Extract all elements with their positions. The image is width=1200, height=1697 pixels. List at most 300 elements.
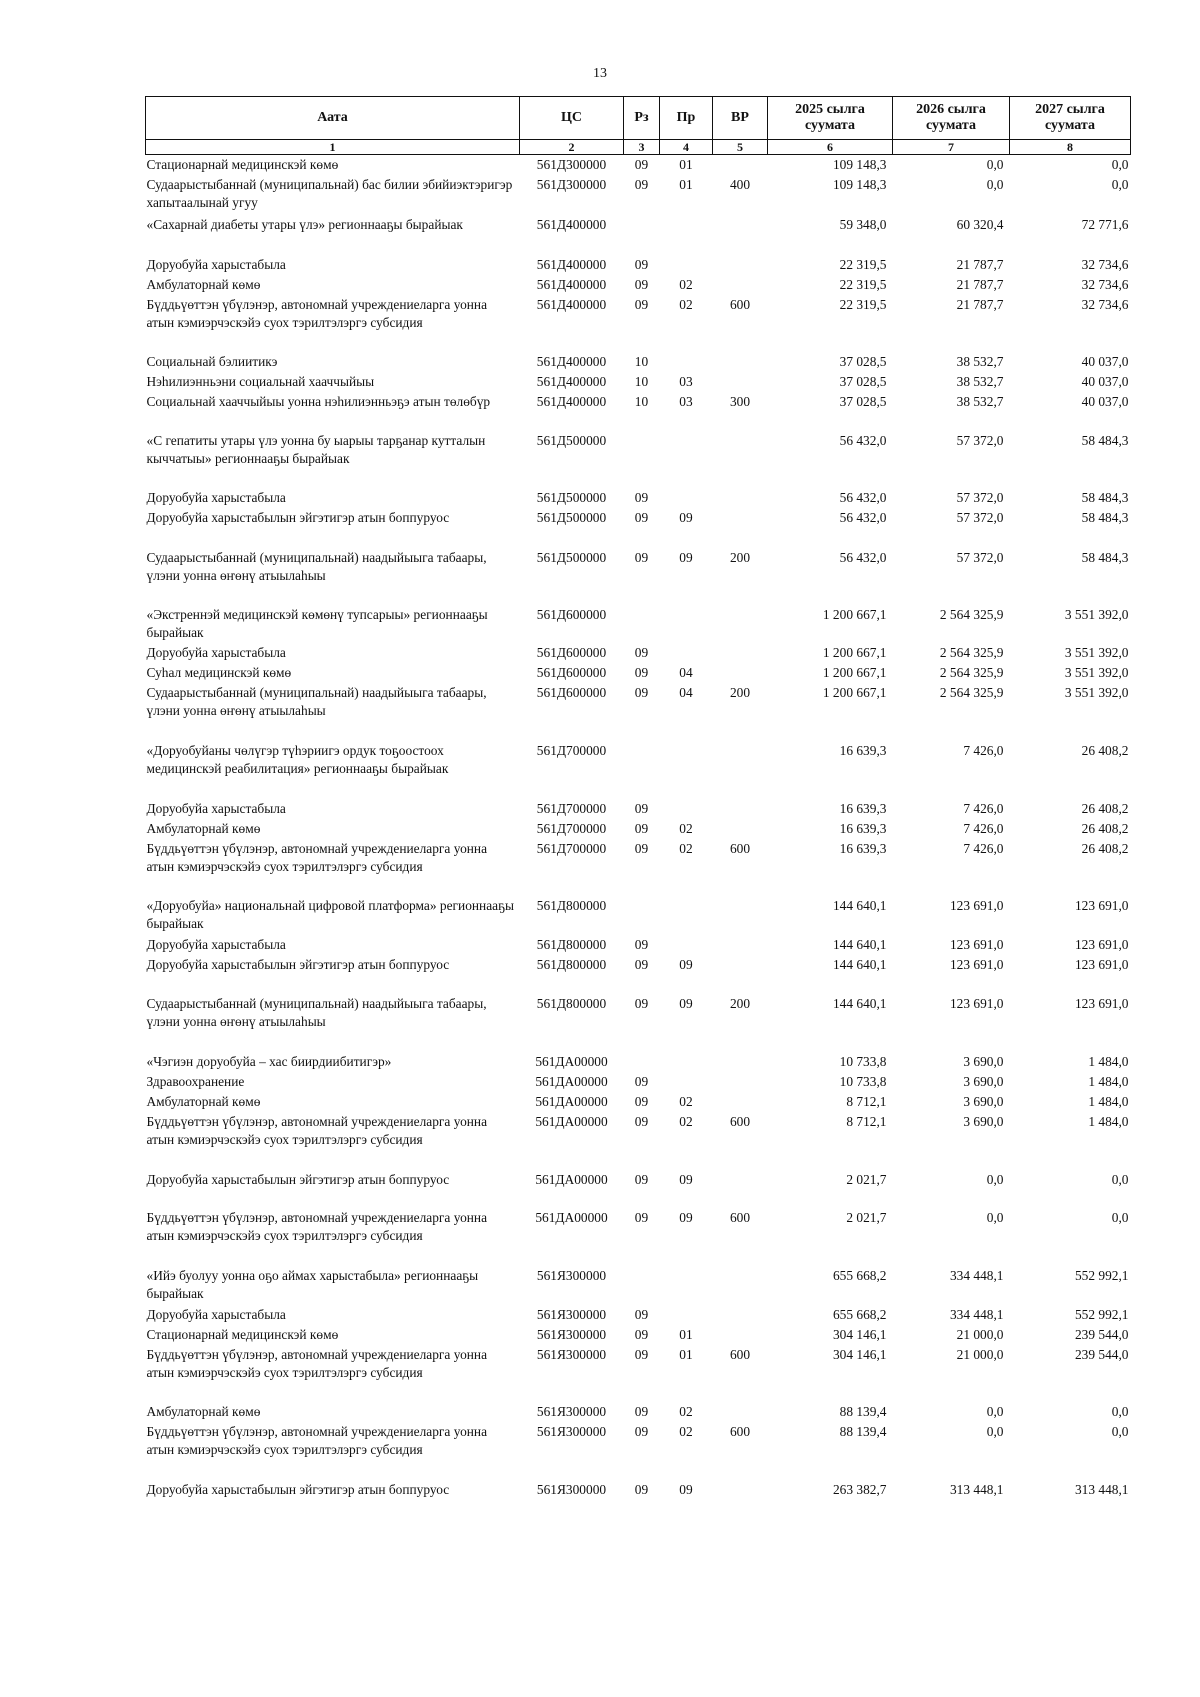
- row-cs-code: 561Д600000: [536, 606, 607, 622]
- row-name: Доруобуйа харыстабылын эйгэтигэр атын боппуруос: [146, 509, 450, 525]
- row-rz: [624, 215, 660, 255]
- row-pr: 09: [679, 509, 693, 525]
- row-amount-2027: 0,0: [1111, 1171, 1129, 1187]
- row-pr: [660, 215, 713, 255]
- row-pr: 09: [679, 1209, 693, 1225]
- row-amount-2026: 57 372,0: [956, 509, 1004, 525]
- row-name: «Сахарнай диабеты утары үлэ» регионнааҕы бырайыак: [146, 216, 463, 232]
- row-rz: 09: [634, 1093, 649, 1109]
- row-vr: [713, 663, 768, 683]
- row-cs-code: 561Д500000: [536, 432, 607, 448]
- row-cs-code: 561Д400000: [536, 256, 607, 272]
- row-rz: 09: [634, 684, 649, 700]
- row-name: «Доруобуйаны чөлүгэр түһэриигэ ордук тоҕоостоох медицинскэй реабилитация» регионнааҕы бырайыак: [146, 742, 449, 776]
- row-amount-2026: 334 448,1: [949, 1267, 1004, 1283]
- row-vr: [713, 896, 768, 935]
- row-pr: [660, 935, 713, 955]
- row-amount-2026: 123 691,0: [949, 956, 1004, 972]
- table-row: [146, 799, 1131, 819]
- row-cs-code: 561Д800000: [536, 995, 607, 1011]
- row-amount-2026: 3 690,0: [963, 1113, 1004, 1129]
- row-amount-2027: 0,0: [1111, 176, 1129, 192]
- row-amount-2026: 7 426,0: [963, 820, 1004, 836]
- row-rz: [624, 605, 660, 643]
- row-name: Доруобуйа харыстабыла: [146, 800, 286, 816]
- row-pr: 02: [679, 1403, 693, 1419]
- row-pr: [660, 799, 713, 819]
- row-amount-2027: 26 408,2: [1081, 742, 1129, 758]
- row-rz: 09: [634, 296, 649, 312]
- row-amount-2025: 10 733,8: [839, 1053, 887, 1069]
- row-pr: [660, 1052, 713, 1072]
- row-vr: 200: [729, 684, 751, 700]
- row-rz: 09: [634, 1209, 649, 1225]
- row-rz: 10: [634, 353, 649, 369]
- table-row: [146, 1402, 1131, 1422]
- row-vr: 200: [729, 995, 751, 1011]
- row-amount-2027: 0,0: [1111, 1403, 1129, 1419]
- row-amount-2027: 0,0: [1111, 1209, 1129, 1225]
- row-amount-2026: 57 372,0: [956, 549, 1004, 565]
- table-row: [146, 488, 1131, 508]
- row-name: «С гепатиты утары үлэ уонна бу ыарыы тарҕанар кутталын кыччатыы» регионнааҕы бырайыак: [146, 432, 486, 466]
- row-amount-2027: 239 544,0: [1074, 1346, 1129, 1362]
- row-name: Социальнай хааччыйыы уонна нэһилиэнньэҕэ атын төлөбүр: [146, 393, 491, 409]
- row-cs-code: 561Д700000: [536, 840, 607, 856]
- row-cs-code: 561Д400000: [536, 296, 607, 312]
- row-rz: 09: [634, 1113, 649, 1129]
- row-amount-2026: 60 320,4: [956, 216, 1004, 232]
- table-row: [146, 1052, 1131, 1072]
- row-amount-2025: 2 021,7: [846, 1209, 887, 1225]
- row-name: Стационарнай медицинскэй көмө: [146, 157, 339, 172]
- row-amount-2026: 57 372,0: [956, 489, 1004, 505]
- table-row: [146, 643, 1131, 663]
- row-cs-code: 561Д300000: [536, 176, 607, 192]
- row-amount-2025: 8 712,1: [846, 1093, 887, 1109]
- row-rz: 09: [634, 1423, 649, 1439]
- row-cs-code: 561ДА00000: [535, 1073, 608, 1089]
- row-amount-2026: 21 000,0: [956, 1326, 1004, 1342]
- table-row: [146, 683, 1131, 741]
- row-cs-code: 561Д500000: [536, 549, 607, 565]
- row-rz: 09: [634, 1171, 649, 1187]
- row-rz: 09: [634, 1403, 649, 1419]
- row-name: «Экстреннэй медицинскэй көмөнү тупсарыы» регионнааҕы бырайыак: [146, 606, 488, 640]
- row-amount-2025: 8 712,1: [846, 1113, 887, 1129]
- table-row: [146, 605, 1131, 643]
- row-amount-2026: 3 690,0: [963, 1053, 1004, 1069]
- row-pr: 09: [679, 956, 693, 972]
- row-amount-2025: 16 639,3: [839, 800, 887, 816]
- row-cs-code: 561Д400000: [536, 393, 607, 409]
- row-rz: 09: [634, 1326, 649, 1342]
- row-amount-2026: 123 691,0: [949, 897, 1004, 913]
- row-name: Амбулаторнай көмө: [146, 276, 261, 292]
- row-amount-2027: 32 734,6: [1081, 256, 1129, 272]
- row-amount-2025: 10 733,8: [839, 1073, 887, 1089]
- row-pr: [660, 1072, 713, 1092]
- row-vr: 600: [729, 840, 751, 856]
- row-pr: [660, 605, 713, 643]
- row-vr: [713, 155, 768, 175]
- row-vr: 200: [729, 549, 751, 565]
- row-name: Судаарыстыбаннай (муниципальнай) наадыйыыга табаары, үлэни уонна өҥөнү атыылаһыы: [146, 549, 487, 583]
- row-vr: [713, 275, 768, 295]
- row-amount-2027: 1 484,0: [1088, 1113, 1129, 1129]
- column-number: 4: [660, 140, 713, 155]
- row-vr: [713, 1052, 768, 1072]
- row-amount-2026: 7 426,0: [963, 840, 1004, 856]
- row-amount-2027: 313 448,1: [1074, 1481, 1129, 1497]
- column-number: 2: [520, 140, 624, 155]
- row-name: Бүддьүөттэн үбүлэнэр, автономнай учреждениеларга уонна атын кэмиэрчэскэйэ суох тэрилтэлэргэ субсидия: [146, 296, 488, 330]
- table-row: [146, 1266, 1131, 1305]
- row-amount-2027: 26 408,2: [1081, 800, 1129, 816]
- row-amount-2025: 37 028,5: [839, 373, 887, 389]
- row-cs-code: 561Д800000: [536, 936, 607, 952]
- row-amount-2027: 40 037,0: [1081, 373, 1129, 389]
- row-amount-2025: 59 348,0: [839, 216, 887, 232]
- table-row: [146, 155, 1131, 175]
- row-pr: 02: [679, 820, 693, 836]
- row-vr: [713, 1092, 768, 1112]
- row-name: Доруобуйа харыстабыла: [146, 936, 286, 952]
- row-amount-2027: 123 691,0: [1074, 956, 1129, 972]
- row-amount-2027: 0,0: [1111, 157, 1129, 172]
- row-name: Доруобуйа харыстабыла: [146, 489, 286, 505]
- row-rz: 09: [634, 276, 649, 292]
- row-amount-2026: 0,0: [986, 1423, 1004, 1439]
- row-vr: [713, 372, 768, 392]
- row-vr: [713, 431, 768, 488]
- row-amount-2026: 0,0: [986, 1209, 1004, 1225]
- row-cs-code: 561Д800000: [536, 897, 607, 913]
- row-name: «Ийэ буолуу уонна оҕо аймах харыстабыла» регионнааҕы бырайыак: [146, 1267, 479, 1301]
- row-cs-code: 561Д600000: [536, 644, 607, 660]
- row-rz: 09: [634, 1346, 649, 1362]
- row-pr: 04: [679, 684, 693, 700]
- row-name: Стационарнай медицинскэй көмө: [146, 1326, 339, 1342]
- row-amount-2026: 0,0: [986, 1403, 1004, 1419]
- row-cs-code: 561ДА00000: [535, 1093, 608, 1109]
- row-amount-2026: 313 448,1: [949, 1481, 1004, 1497]
- row-rz: 09: [634, 509, 649, 525]
- row-name: Бүддьүөттэн үбүлэнэр, автономнай учреждениеларга уонна атын кэмиэрчэскэйэ суох тэрилтэлэргэ субсидия: [146, 1113, 488, 1147]
- row-amount-2027: 26 408,2: [1081, 840, 1129, 856]
- row-amount-2026: 3 690,0: [963, 1093, 1004, 1109]
- row-amount-2027: 58 484,3: [1081, 549, 1129, 565]
- row-rz: 09: [634, 256, 649, 272]
- row-cs-code: 561Д800000: [536, 956, 607, 972]
- table-row: [146, 663, 1131, 683]
- row-amount-2027: 40 037,0: [1081, 393, 1129, 409]
- row-pr: 02: [679, 1113, 693, 1129]
- row-vr: [713, 1266, 768, 1305]
- row-amount-2027: 3 551 392,0: [1064, 664, 1129, 680]
- row-rz: 09: [634, 157, 649, 172]
- row-amount-2026: 334 448,1: [949, 1306, 1004, 1322]
- table-row: [146, 1112, 1131, 1170]
- row-vr: [713, 605, 768, 643]
- row-rz: 09: [634, 549, 649, 565]
- row-amount-2027: 3 551 392,0: [1064, 684, 1129, 700]
- row-rz: 10: [634, 393, 649, 409]
- column-number: 3: [624, 140, 660, 155]
- row-name: Доруобуйа харыстабыла: [146, 1306, 286, 1322]
- row-name: Нэһилиэнньэни социальнай хааччыйыы: [146, 373, 375, 389]
- row-cs-code: 561Д400000: [536, 276, 607, 292]
- row-pr: 09: [679, 549, 693, 565]
- row-amount-2027: 58 484,3: [1081, 432, 1129, 448]
- row-amount-2026: 2 564 325,9: [939, 606, 1004, 622]
- row-vr: 600: [729, 1209, 751, 1225]
- row-cs-code: 561ДА00000: [535, 1171, 608, 1187]
- row-pr: [660, 1266, 713, 1305]
- table-row: [146, 1208, 1131, 1266]
- table-row: [146, 275, 1131, 295]
- row-amount-2026: 38 532,7: [956, 373, 1004, 389]
- row-amount-2027: 58 484,3: [1081, 509, 1129, 525]
- row-pr: 01: [679, 1326, 693, 1342]
- row-pr: 09: [679, 1481, 693, 1497]
- row-pr: 02: [679, 840, 693, 856]
- row-amount-2026: 123 691,0: [949, 936, 1004, 952]
- row-amount-2026: 3 690,0: [963, 1073, 1004, 1089]
- table-row: [146, 548, 1131, 605]
- row-rz: 09: [634, 176, 649, 192]
- table-row: [146, 955, 1131, 994]
- row-rz: 10: [634, 373, 649, 389]
- row-vr: [713, 488, 768, 508]
- row-pr: [660, 643, 713, 663]
- row-amount-2027: 1 484,0: [1088, 1073, 1129, 1089]
- table-row: [146, 372, 1131, 392]
- row-name: Судаарыстыбаннай (муниципальнай) бас билии эбийиэктэригэр хапытаалынай угуу: [146, 176, 513, 210]
- row-amount-2026: 7 426,0: [963, 742, 1004, 758]
- row-cs-code: 561ДА00000: [535, 1053, 608, 1069]
- row-name: Судаарыстыбаннай (муниципальнай) наадыйыыга табаары, үлэни уонна өҥөнү атыылаһыы: [146, 995, 487, 1029]
- row-amount-2026: 21 787,7: [956, 256, 1004, 272]
- row-cs-code: 561Д300000: [536, 157, 607, 172]
- row-rz: 09: [634, 1481, 649, 1497]
- row-amount-2026: 0,0: [986, 157, 1004, 172]
- row-amount-2025: 22 319,5: [839, 276, 887, 292]
- row-amount-2025: 109 148,3: [832, 176, 887, 192]
- table-row: [146, 255, 1131, 275]
- row-vr: 600: [729, 296, 751, 312]
- row-pr: 04: [679, 664, 693, 680]
- row-amount-2025: 16 639,3: [839, 742, 887, 758]
- table-row: [146, 215, 1131, 255]
- row-rz: [624, 1052, 660, 1072]
- row-vr: 600: [729, 1346, 751, 1362]
- row-vr: [713, 1170, 768, 1208]
- row-amount-2027: 3 551 392,0: [1064, 644, 1129, 660]
- table-row: [146, 819, 1131, 839]
- row-pr: 02: [679, 296, 693, 312]
- row-amount-2026: 21 000,0: [956, 1346, 1004, 1362]
- row-name: Доруобуйа харыстабыла: [146, 256, 286, 272]
- header-2027: 2027 сылга суумата: [1010, 97, 1131, 140]
- row-rz: 09: [634, 1073, 649, 1089]
- row-amount-2027: 552 992,1: [1074, 1267, 1129, 1283]
- row-name: Доруобуйа харыстабылын эйгэтигэр атын боппуруос: [146, 956, 450, 972]
- table-body: [146, 155, 1131, 1500]
- row-amount-2027: 72 771,6: [1081, 216, 1129, 232]
- header-2026: 2026 сылга суумата: [893, 97, 1010, 140]
- row-amount-2025: 144 640,1: [832, 956, 887, 972]
- row-cs-code: 561Д600000: [536, 664, 607, 680]
- row-amount-2026: 7 426,0: [963, 800, 1004, 816]
- table-row: [146, 1072, 1131, 1092]
- table-row: [146, 431, 1131, 488]
- table-row: [146, 1325, 1131, 1345]
- row-amount-2027: 239 544,0: [1074, 1326, 1129, 1342]
- row-pr: 09: [679, 1171, 693, 1187]
- row-amount-2025: 88 139,4: [839, 1403, 887, 1419]
- row-amount-2027: 58 484,3: [1081, 489, 1129, 505]
- header-pr: Пр: [660, 97, 713, 140]
- row-amount-2025: 144 640,1: [832, 936, 887, 952]
- header-name: Аата: [146, 97, 520, 140]
- row-amount-2026: 38 532,7: [956, 393, 1004, 409]
- row-pr: [660, 352, 713, 372]
- row-pr: 09: [679, 995, 693, 1011]
- row-cs-code: 561Я300000: [536, 1423, 607, 1439]
- table-row: [146, 1345, 1131, 1402]
- row-pr: [660, 1305, 713, 1325]
- row-cs-code: 561Д400000: [536, 353, 607, 369]
- row-rz: 09: [634, 820, 649, 836]
- column-number: 8: [1010, 140, 1131, 155]
- table-row: [146, 1092, 1131, 1112]
- row-amount-2027: 3 551 392,0: [1064, 606, 1129, 622]
- row-name: Бүддьүөттэн үбүлэнэр, автономнай учреждениеларга уонна атын кэмиэрчэскэйэ суох тэрилтэлэргэ субсидия: [146, 1209, 488, 1243]
- column-number: 7: [893, 140, 1010, 155]
- row-name: Доруобуйа харыстабыла: [146, 644, 286, 660]
- row-vr: [713, 1072, 768, 1092]
- row-name: Амбулаторнай көмө: [146, 1093, 261, 1109]
- row-name: Доруобуйа харыстабылын эйгэтигэр атын боппуруос: [146, 1171, 450, 1187]
- row-amount-2027: 1 484,0: [1088, 1093, 1129, 1109]
- table-header: [146, 97, 1131, 155]
- row-amount-2026: 2 564 325,9: [939, 644, 1004, 660]
- row-cs-code: 561ДА00000: [535, 1209, 608, 1225]
- row-amount-2027: 40 037,0: [1081, 353, 1129, 369]
- row-pr: 03: [679, 393, 693, 409]
- row-rz: 09: [634, 644, 649, 660]
- row-vr: [713, 1402, 768, 1422]
- row-name: Социальнай бэлиитикэ: [146, 353, 278, 369]
- row-rz: [624, 431, 660, 488]
- row-pr: [660, 255, 713, 275]
- row-vr: 600: [729, 1423, 751, 1439]
- table-row: [146, 352, 1131, 372]
- row-amount-2025: 304 146,1: [832, 1326, 887, 1342]
- row-vr: [713, 955, 768, 994]
- row-amount-2026: 0,0: [986, 1171, 1004, 1187]
- row-rz: 09: [634, 664, 649, 680]
- row-rz: 09: [634, 995, 649, 1011]
- row-pr: [660, 488, 713, 508]
- row-rz: 09: [634, 1306, 649, 1322]
- row-vr: [713, 935, 768, 955]
- row-name: «Доруобуйа» национальнай цифровой платформа» регионнааҕы бырайыак: [146, 897, 515, 931]
- row-amount-2025: 56 432,0: [839, 549, 887, 565]
- row-pr: 02: [679, 1093, 693, 1109]
- row-amount-2025: 56 432,0: [839, 509, 887, 525]
- table-row: [146, 508, 1131, 548]
- row-amount-2025: 1 200 667,1: [822, 644, 887, 660]
- row-cs-code: 561Я300000: [536, 1481, 607, 1497]
- row-vr: [713, 741, 768, 799]
- row-amount-2025: 144 640,1: [832, 995, 887, 1011]
- row-name: Доруобуйа харыстабылын эйгэтигэр атын боппуруос: [146, 1481, 450, 1497]
- row-rz: 09: [634, 956, 649, 972]
- row-amount-2026: 21 787,7: [956, 296, 1004, 312]
- row-amount-2025: 263 382,7: [832, 1481, 887, 1497]
- row-amount-2025: 16 639,3: [839, 820, 887, 836]
- row-pr: 02: [679, 1423, 693, 1439]
- row-rz: 09: [634, 840, 649, 856]
- row-amount-2026: 38 532,7: [956, 353, 1004, 369]
- row-cs-code: 561Д500000: [536, 509, 607, 525]
- row-vr: 300: [729, 393, 751, 409]
- row-pr: 01: [679, 176, 693, 192]
- row-amount-2025: 22 319,5: [839, 296, 887, 312]
- row-rz: [624, 1266, 660, 1305]
- row-rz: 09: [634, 489, 649, 505]
- row-amount-2025: 655 668,2: [832, 1267, 887, 1283]
- row-name: Суһал медицинскэй көмө: [146, 664, 292, 680]
- table-row: [146, 1480, 1131, 1500]
- row-rz: [624, 741, 660, 799]
- row-amount-2026: 123 691,0: [949, 995, 1004, 1011]
- row-cs-code: 561Д400000: [536, 216, 607, 232]
- row-rz: [624, 896, 660, 935]
- row-cs-code: 561Д500000: [536, 489, 607, 505]
- row-amount-2025: 2 021,7: [846, 1171, 887, 1187]
- budget-table: [145, 96, 1131, 1500]
- row-amount-2025: 144 640,1: [832, 897, 887, 913]
- header-rz: Рз: [624, 97, 660, 140]
- row-vr: 600: [729, 1113, 751, 1129]
- row-vr: [713, 352, 768, 372]
- row-cs-code: 561Д700000: [536, 820, 607, 836]
- row-amount-2025: 109 148,3: [832, 157, 887, 172]
- row-name: Амбулаторнай көмө: [146, 820, 261, 836]
- table-row: [146, 1422, 1131, 1480]
- table-row: [146, 994, 1131, 1052]
- row-pr: [660, 741, 713, 799]
- row-vr: [713, 1325, 768, 1345]
- row-amount-2026: 0,0: [986, 176, 1004, 192]
- row-amount-2026: 2 564 325,9: [939, 684, 1004, 700]
- row-vr: [713, 1480, 768, 1500]
- row-amount-2027: 123 691,0: [1074, 936, 1129, 952]
- row-name: Судаарыстыбаннай (муниципальнай) наадыйыыга табаары, үлэни уонна өҥөнү атыылаһыы: [146, 684, 487, 718]
- row-rz: 09: [634, 936, 649, 952]
- row-amount-2027: 32 734,6: [1081, 276, 1129, 292]
- table-row: [146, 392, 1131, 431]
- column-number: 5: [713, 140, 768, 155]
- row-pr: [660, 896, 713, 935]
- table-row: [146, 741, 1131, 799]
- row-cs-code: 561Я300000: [536, 1346, 607, 1362]
- row-cs-code: 561Я300000: [536, 1326, 607, 1342]
- row-cs-code: 561Д400000: [536, 373, 607, 389]
